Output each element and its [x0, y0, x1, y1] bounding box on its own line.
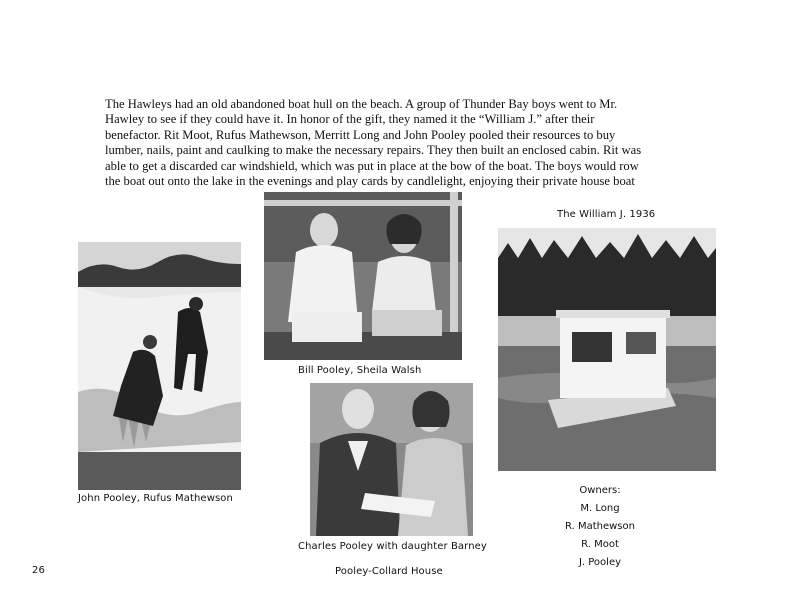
- intro-paragraph: The Hawleys had an old abandoned boat hull on the beach. A group of Thunder Bay boys went to Mr. Hawley to see if they could have it. In honor of the gift, they named it the “William J.” after their benefactor. Rit Moot, Rufus Mathewson, Merritt Long and John Pooley pooled their resources to buy lumber, nails, paint and caulking to make the necessary repairs. They then built an enclosed cabin. Rit was able to get a discarded car windshield, which was put in place at the bow of the boat. The boys would row the boat out onto the lake in the evenings and play cards by candlelight, enjoying their private house boat: [105, 97, 642, 189]
- caption-father-photo: Charles Pooley with daughter Barney: [298, 541, 487, 552]
- caption-boat-photo: The William J. 1936: [557, 209, 656, 220]
- owner-name: R. Mathewson: [565, 521, 635, 532]
- owner-name: J. Pooley: [578, 557, 622, 568]
- owner-name: M. Long: [580, 503, 620, 514]
- caption-snow-photo: John Pooley, Rufus Mathewson: [78, 493, 233, 504]
- owners-list: [540, 482, 660, 572]
- caption-couple-photo: Bill Pooley, Sheila Walsh: [298, 365, 422, 376]
- section-title: Pooley-Collard House: [335, 566, 443, 577]
- photo-snow-bank: [78, 242, 241, 490]
- photo-boat-william-j: [498, 228, 716, 471]
- photo-father-daughter: [310, 383, 473, 536]
- photo-couple: [264, 192, 462, 360]
- owner-name: R. Moot: [581, 539, 619, 550]
- page-number: 26: [32, 565, 45, 576]
- owners-heading: Owners:: [579, 485, 621, 496]
